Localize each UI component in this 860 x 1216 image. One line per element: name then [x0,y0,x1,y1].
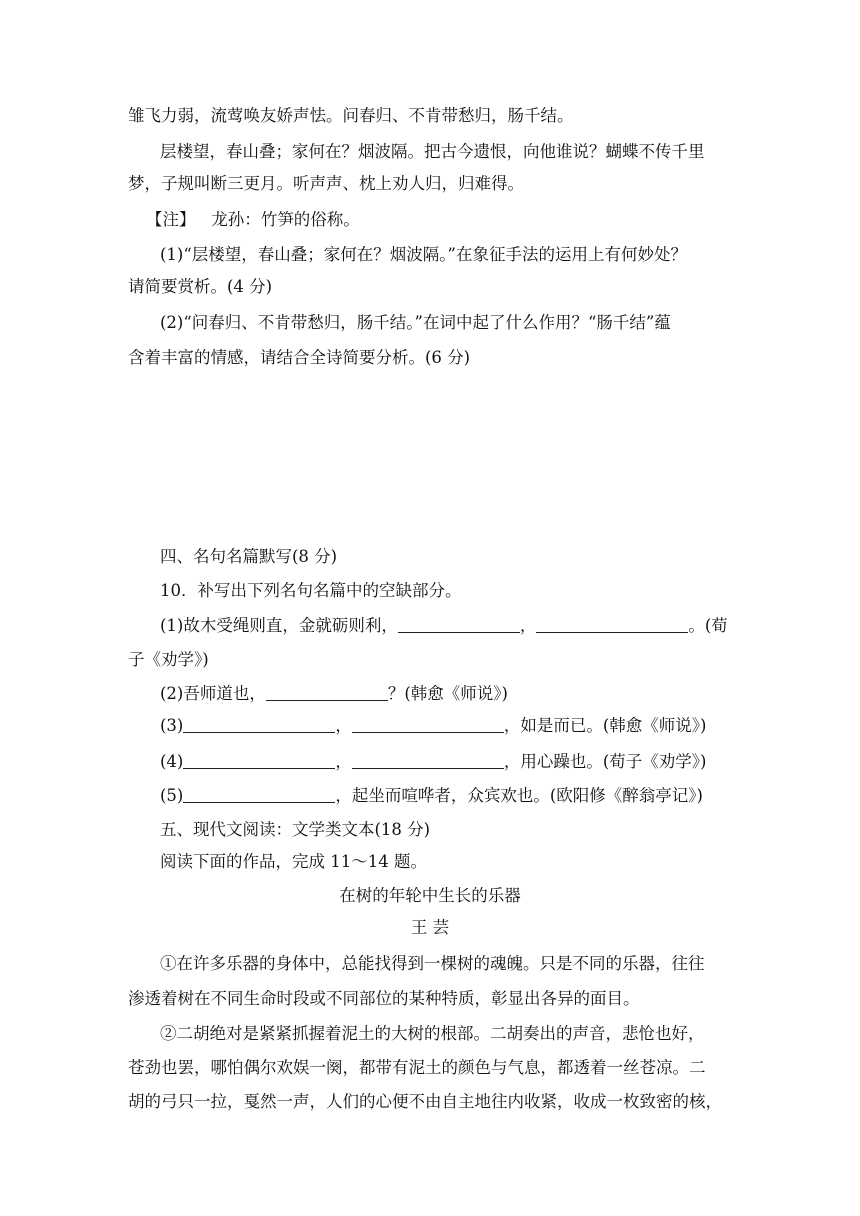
answer-blank[interactable] [183,716,335,733]
answer-blank[interactable] [536,616,688,633]
note-text: 龙孙：竹笋的俗称。 [211,210,360,229]
paragraph-line: 胡的弓只一拉，戛然一声，人们的心便不由自主地往内收紧，收成一枚致密的核， [128,1092,722,1111]
poem-line: 层楼望，春山叠；家何在？烟波隔。把古今遗恨，向他谁说？蝴蝶不传千里 [160,142,705,161]
fill-item-5: (5) ，起坐而喧哗者，众宾欢也。(欧阳修《醉翁亭记》) [160,786,703,805]
question-1-line: (1)“层楼望，春山叠；家何在？烟波隔。”在象征手法的运用上有何妙处？ [160,245,687,264]
poem-line: 梦，子规叫断三更月。听声声、枕上劝人归，归难得。 [128,174,524,193]
answer-blank[interactable] [352,752,504,769]
section-4-title: 四、名句名篇默写(8 分) [160,547,338,566]
answer-blank[interactable] [398,616,520,633]
fill-item-4: (4) ， ，用心躁也。(荀子《劝学》) [160,752,707,771]
paragraph-line: ②二胡绝对是紧紧抓握着泥土的大树的根部。二胡奏出的声音，悲怆也好， [160,1024,705,1043]
answer-blank[interactable] [183,752,335,769]
fill-item-1-cont: 子《劝学》) [128,650,209,669]
fill-item-3: (3) ， ，如是而已。(韩愈《师说》) [160,716,707,735]
paragraph-line: ①在许多乐器的身体中，总能找得到一棵树的魂魄。只是不同的乐器，往往 [160,954,705,973]
paragraph-line: 渗透着树在不同生命时段或不同部位的某种特质，彰显出各异的面目。 [128,989,640,1008]
fill-item-2: (2)吾师道也， ？(韩愈《师说》) [160,684,508,703]
reading-instruction: 阅读下面的作品，完成 11～14 题。 [160,852,427,871]
paragraph-line: 苍劲也罢，哪怕偶尔欢娱一阕，都带有泥土的颜色与气息，都透着一丝苍凉。二 [128,1058,706,1077]
question-10: 10．补写出下列名句名篇中的空缺部分。 [160,581,462,600]
answer-blank[interactable] [183,786,335,803]
annotation-note [146,208,360,232]
question-1-line: 请简要赏析。(4 分) [128,277,273,296]
question-2-line: 含着丰富的情感，请结合全诗简要分析。(6 分) [128,348,471,367]
section-5-title: 五、现代文阅读：文学类文本(18 分) [160,820,431,839]
answer-blank[interactable] [266,684,388,701]
note-label: 【注】 [146,210,196,229]
article-title: 在树的年轮中生长的乐器 [339,886,521,905]
answer-blank[interactable] [352,716,504,733]
article-author: 王 芸 [410,918,450,937]
question-2-line: (2)“问春归、不肯带愁归，肠千结。”在词中起了什么作用？“肠千结”蕴 [160,313,671,332]
fill-item-1: (1)故木受绳则直，金就砺则利， ， 。(荀 [160,616,728,635]
poem-line: 雏飞力弱，流莺唤友娇声怯。问春归、不肯带愁归，肠千结。 [128,106,574,125]
